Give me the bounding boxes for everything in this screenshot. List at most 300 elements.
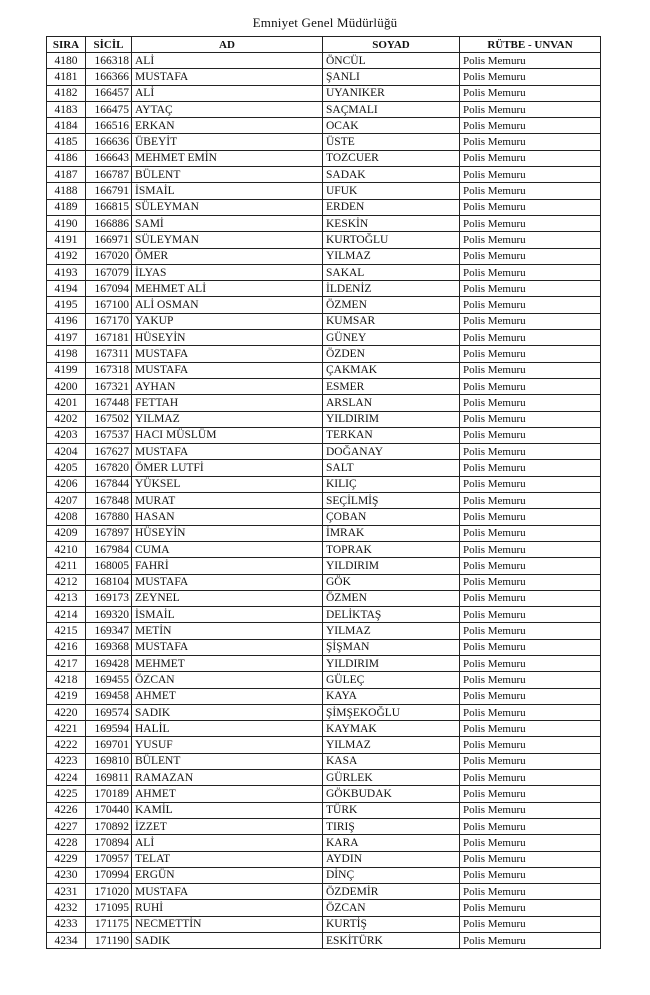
cell-ad: AHMET — [132, 786, 323, 802]
cell-ad: SADIK — [132, 933, 323, 949]
cell-soyad: ŞANLI — [323, 69, 460, 85]
table-row — [47, 395, 601, 411]
cell-sira: 4204 — [47, 444, 86, 460]
table-header — [47, 37, 601, 53]
cell-rutbe-unvan: Polis Memuru — [460, 835, 601, 851]
cell-soyad: ÖZCAN — [323, 900, 460, 916]
cell-soyad: KURTİŞ — [323, 916, 460, 932]
cell-sicil: 167311 — [86, 346, 132, 362]
table-row — [47, 867, 601, 883]
cell-rutbe-unvan: Polis Memuru — [460, 101, 601, 117]
cell-soyad: TIRIŞ — [323, 818, 460, 834]
cell-rutbe-unvan: Polis Memuru — [460, 118, 601, 134]
cell-rutbe-unvan: Polis Memuru — [460, 525, 601, 541]
cell-ad: HÜSEYİN — [132, 330, 323, 346]
cell-ad: MURAT — [132, 493, 323, 509]
cell-ad: CUMA — [132, 541, 323, 557]
cell-rutbe-unvan: Polis Memuru — [460, 867, 601, 883]
cell-sicil: 168005 — [86, 558, 132, 574]
cell-ad: HACI MÜSLÜM — [132, 427, 323, 443]
cell-sira: 4189 — [47, 199, 86, 215]
cell-rutbe-unvan: Polis Memuru — [460, 215, 601, 231]
table-row — [47, 786, 601, 802]
cell-sira: 4214 — [47, 607, 86, 623]
cell-ad: İZZET — [132, 818, 323, 834]
cell-rutbe-unvan: Polis Memuru — [460, 607, 601, 623]
cell-soyad: SADAK — [323, 167, 460, 183]
cell-ad: AYHAN — [132, 378, 323, 394]
cell-sira: 4201 — [47, 395, 86, 411]
cell-sira: 4181 — [47, 69, 86, 85]
cell-rutbe-unvan: Polis Memuru — [460, 916, 601, 932]
cell-soyad: YILMAZ — [323, 623, 460, 639]
cell-rutbe-unvan: Polis Memuru — [460, 53, 601, 69]
cell-sicil: 166475 — [86, 101, 132, 117]
table-row — [47, 297, 601, 313]
cell-sicil: 169173 — [86, 590, 132, 606]
cell-ad: MEHMET ALİ — [132, 281, 323, 297]
cell-sira: 4228 — [47, 835, 86, 851]
header-sicil: SİCİL — [86, 37, 132, 53]
cell-sira: 4223 — [47, 753, 86, 769]
cell-rutbe-unvan: Polis Memuru — [460, 150, 601, 166]
cell-ad: ALİ OSMAN — [132, 297, 323, 313]
table-row — [47, 639, 601, 655]
cell-soyad: ÖZMEN — [323, 297, 460, 313]
cell-sira: 4191 — [47, 232, 86, 248]
cell-ad: ZEYNEL — [132, 590, 323, 606]
cell-ad: ALİ — [132, 53, 323, 69]
header-rutbe-unvan: RÜTBE - UNVAN — [460, 37, 601, 53]
cell-sira: 4186 — [47, 150, 86, 166]
cell-rutbe-unvan: Polis Memuru — [460, 933, 601, 949]
cell-sira: 4216 — [47, 639, 86, 655]
cell-soyad: ŞİMŞEKOĞLU — [323, 704, 460, 720]
table-row — [47, 85, 601, 101]
cell-sira: 4195 — [47, 297, 86, 313]
cell-rutbe-unvan: Polis Memuru — [460, 476, 601, 492]
cell-sicil: 170892 — [86, 818, 132, 834]
cell-sicil: 167537 — [86, 427, 132, 443]
cell-soyad: GÖKBUDAK — [323, 786, 460, 802]
cell-ad: RUHİ — [132, 900, 323, 916]
table-row — [47, 460, 601, 476]
cell-sicil: 166815 — [86, 199, 132, 215]
cell-ad: YUSUF — [132, 737, 323, 753]
table-row — [47, 688, 601, 704]
cell-rutbe-unvan: Polis Memuru — [460, 134, 601, 150]
table-row — [47, 330, 601, 346]
cell-sira: 4205 — [47, 460, 86, 476]
cell-sicil: 167844 — [86, 476, 132, 492]
cell-rutbe-unvan: Polis Memuru — [460, 558, 601, 574]
cell-soyad: YILDIRIM — [323, 558, 460, 574]
table-row — [47, 884, 601, 900]
cell-rutbe-unvan: Polis Memuru — [460, 541, 601, 557]
cell-rutbe-unvan: Polis Memuru — [460, 672, 601, 688]
cell-soyad: ARSLAN — [323, 395, 460, 411]
cell-ad: ALİ — [132, 835, 323, 851]
cell-ad: SÜLEYMAN — [132, 199, 323, 215]
cell-soyad: TÜRK — [323, 802, 460, 818]
cell-soyad: TERKAN — [323, 427, 460, 443]
cell-sira: 4199 — [47, 362, 86, 378]
table-row — [47, 69, 601, 85]
cell-rutbe-unvan: Polis Memuru — [460, 721, 601, 737]
cell-rutbe-unvan: Polis Memuru — [460, 509, 601, 525]
table-row — [47, 183, 601, 199]
cell-sicil: 169701 — [86, 737, 132, 753]
cell-rutbe-unvan: Polis Memuru — [460, 248, 601, 264]
table-row — [47, 933, 601, 949]
cell-soyad: GÜRLEK — [323, 770, 460, 786]
table-row — [47, 655, 601, 671]
cell-soyad: AYDIN — [323, 851, 460, 867]
cell-sicil: 171095 — [86, 900, 132, 916]
table-row — [47, 802, 601, 818]
cell-rutbe-unvan: Polis Memuru — [460, 297, 601, 313]
header-row — [47, 37, 601, 53]
table-row — [47, 248, 601, 264]
cell-soyad: ÖZMEN — [323, 590, 460, 606]
cell-sira: 4187 — [47, 167, 86, 183]
cell-rutbe-unvan: Polis Memuru — [460, 770, 601, 786]
cell-ad: HALİL — [132, 721, 323, 737]
cell-ad: YAKUP — [132, 313, 323, 329]
table-row — [47, 737, 601, 753]
cell-sicil: 170957 — [86, 851, 132, 867]
cell-rutbe-unvan: Polis Memuru — [460, 167, 601, 183]
table-body — [47, 53, 601, 949]
header-ad: AD — [132, 37, 323, 53]
table-row — [47, 313, 601, 329]
cell-sicil: 167181 — [86, 330, 132, 346]
cell-sicil: 171175 — [86, 916, 132, 932]
cell-soyad: İMRAK — [323, 525, 460, 541]
cell-ad: ÖMER LUTFİ — [132, 460, 323, 476]
cell-ad: AHMET — [132, 688, 323, 704]
table-row — [47, 476, 601, 492]
cell-sira: 4206 — [47, 476, 86, 492]
cell-soyad: ESKİTÜRK — [323, 933, 460, 949]
table-row — [47, 150, 601, 166]
cell-rutbe-unvan: Polis Memuru — [460, 590, 601, 606]
cell-rutbe-unvan: Polis Memuru — [460, 737, 601, 753]
cell-sicil: 169368 — [86, 639, 132, 655]
cell-sicil: 167020 — [86, 248, 132, 264]
cell-soyad: İLDENİZ — [323, 281, 460, 297]
cell-rutbe-unvan: Polis Memuru — [460, 639, 601, 655]
table-row — [47, 199, 601, 215]
cell-sicil: 166886 — [86, 215, 132, 231]
cell-soyad: YILDIRIM — [323, 411, 460, 427]
table-row — [47, 444, 601, 460]
cell-ad: METİN — [132, 623, 323, 639]
cell-sicil: 170189 — [86, 786, 132, 802]
table-row — [47, 590, 601, 606]
cell-soyad: ERDEN — [323, 199, 460, 215]
table-row — [47, 818, 601, 834]
cell-ad: HASAN — [132, 509, 323, 525]
cell-ad: MUSTAFA — [132, 884, 323, 900]
header-soyad: SOYAD — [323, 37, 460, 53]
cell-sicil: 167848 — [86, 493, 132, 509]
cell-soyad: UYANIKER — [323, 85, 460, 101]
cell-sira: 4212 — [47, 574, 86, 590]
cell-sicil: 171020 — [86, 884, 132, 900]
cell-ad: SADIK — [132, 704, 323, 720]
table-row — [47, 509, 601, 525]
cell-soyad: DOĞANAY — [323, 444, 460, 460]
cell-rutbe-unvan: Polis Memuru — [460, 378, 601, 394]
cell-rutbe-unvan: Polis Memuru — [460, 851, 601, 867]
cell-soyad: ÖZDEN — [323, 346, 460, 362]
cell-rutbe-unvan: Polis Memuru — [460, 900, 601, 916]
table-row — [47, 541, 601, 557]
cell-sicil: 167079 — [86, 264, 132, 280]
cell-rutbe-unvan: Polis Memuru — [460, 362, 601, 378]
cell-sicil: 167502 — [86, 411, 132, 427]
cell-sira: 4208 — [47, 509, 86, 525]
cell-ad: ÜBEYİT — [132, 134, 323, 150]
cell-sicil: 167318 — [86, 362, 132, 378]
table-row — [47, 835, 601, 851]
cell-ad: FAHRİ — [132, 558, 323, 574]
cell-soyad: YILDIRIM — [323, 655, 460, 671]
table-row — [47, 574, 601, 590]
cell-sira: 4218 — [47, 672, 86, 688]
cell-sicil: 166643 — [86, 150, 132, 166]
table-row — [47, 101, 601, 117]
cell-soyad: OCAK — [323, 118, 460, 134]
cell-rutbe-unvan: Polis Memuru — [460, 444, 601, 460]
cell-sira: 4229 — [47, 851, 86, 867]
table-row — [47, 558, 601, 574]
cell-sicil: 167100 — [86, 297, 132, 313]
cell-ad: İSMAİL — [132, 607, 323, 623]
cell-sira: 4226 — [47, 802, 86, 818]
cell-ad: BÜLENT — [132, 753, 323, 769]
cell-soyad: DELİKTAŞ — [323, 607, 460, 623]
cell-ad: AYTAÇ — [132, 101, 323, 117]
cell-sicil: 167321 — [86, 378, 132, 394]
table-row — [47, 672, 601, 688]
cell-soyad: KILIÇ — [323, 476, 460, 492]
cell-sicil: 169455 — [86, 672, 132, 688]
cell-sicil: 170994 — [86, 867, 132, 883]
cell-soyad: KAYA — [323, 688, 460, 704]
cell-sira: 4202 — [47, 411, 86, 427]
cell-soyad: YILMAZ — [323, 737, 460, 753]
cell-sira: 4180 — [47, 53, 86, 69]
cell-soyad: UFUK — [323, 183, 460, 199]
cell-sicil: 167094 — [86, 281, 132, 297]
cell-rutbe-unvan: Polis Memuru — [460, 884, 601, 900]
cell-soyad: KURTOĞLU — [323, 232, 460, 248]
page-title: Emniyet Genel Müdürlüğü — [252, 15, 398, 30]
cell-ad: MUSTAFA — [132, 574, 323, 590]
cell-sira: 4220 — [47, 704, 86, 720]
cell-sira: 4196 — [47, 313, 86, 329]
cell-sicil: 169320 — [86, 607, 132, 623]
cell-ad: MEHMET — [132, 655, 323, 671]
cell-ad: RAMAZAN — [132, 770, 323, 786]
cell-sicil: 171190 — [86, 933, 132, 949]
cell-soyad: SAKAL — [323, 264, 460, 280]
cell-sira: 4231 — [47, 884, 86, 900]
table-row — [47, 362, 601, 378]
cell-ad: NECMETTİN — [132, 916, 323, 932]
table-row — [47, 770, 601, 786]
cell-sira: 4188 — [47, 183, 86, 199]
cell-soyad: TOPRAK — [323, 541, 460, 557]
cell-sira: 4225 — [47, 786, 86, 802]
cell-sicil: 169428 — [86, 655, 132, 671]
cell-ad: KAMİL — [132, 802, 323, 818]
cell-sira: 4230 — [47, 867, 86, 883]
cell-sicil: 167880 — [86, 509, 132, 525]
cell-sicil: 167448 — [86, 395, 132, 411]
cell-rutbe-unvan: Polis Memuru — [460, 395, 601, 411]
cell-sira: 4192 — [47, 248, 86, 264]
cell-ad: HÜSEYİN — [132, 525, 323, 541]
header-sira: SIRA — [47, 37, 86, 53]
cell-sicil: 170440 — [86, 802, 132, 818]
cell-sira: 4224 — [47, 770, 86, 786]
cell-sira: 4193 — [47, 264, 86, 280]
cell-rutbe-unvan: Polis Memuru — [460, 574, 601, 590]
table-row — [47, 900, 601, 916]
cell-sira: 4233 — [47, 916, 86, 932]
cell-sira: 4197 — [47, 330, 86, 346]
table-row — [47, 493, 601, 509]
cell-soyad: GÜLEÇ — [323, 672, 460, 688]
table-row — [47, 281, 601, 297]
cell-ad: İSMAİL — [132, 183, 323, 199]
cell-rutbe-unvan: Polis Memuru — [460, 330, 601, 346]
cell-sira: 4200 — [47, 378, 86, 394]
cell-ad: FETTAH — [132, 395, 323, 411]
cell-rutbe-unvan: Polis Memuru — [460, 688, 601, 704]
cell-soyad: KAYMAK — [323, 721, 460, 737]
cell-soyad: TOZCUER — [323, 150, 460, 166]
table-row — [47, 623, 601, 639]
cell-rutbe-unvan: Polis Memuru — [460, 427, 601, 443]
table-row — [47, 346, 601, 362]
cell-rutbe-unvan: Polis Memuru — [460, 313, 601, 329]
cell-sira: 4221 — [47, 721, 86, 737]
cell-soyad: SAÇMALI — [323, 101, 460, 117]
cell-sira: 4215 — [47, 623, 86, 639]
cell-sira: 4227 — [47, 818, 86, 834]
cell-sira: 4185 — [47, 134, 86, 150]
table-row — [47, 134, 601, 150]
cell-sicil: 169811 — [86, 770, 132, 786]
cell-ad: MUSTAFA — [132, 362, 323, 378]
cell-sira: 4211 — [47, 558, 86, 574]
cell-ad: İLYAS — [132, 264, 323, 280]
cell-sicil: 169574 — [86, 704, 132, 720]
cell-rutbe-unvan: Polis Memuru — [460, 704, 601, 720]
cell-sicil: 166366 — [86, 69, 132, 85]
cell-sira: 4203 — [47, 427, 86, 443]
table-row — [47, 118, 601, 134]
cell-sira: 4209 — [47, 525, 86, 541]
cell-sira: 4213 — [47, 590, 86, 606]
cell-sira: 4219 — [47, 688, 86, 704]
cell-soyad: KUMSAR — [323, 313, 460, 329]
cell-ad: BÜLENT — [132, 167, 323, 183]
table-row — [47, 53, 601, 69]
cell-sicil: 167820 — [86, 460, 132, 476]
cell-rutbe-unvan: Polis Memuru — [460, 786, 601, 802]
cell-rutbe-unvan: Polis Memuru — [460, 460, 601, 476]
cell-rutbe-unvan: Polis Memuru — [460, 411, 601, 427]
cell-rutbe-unvan: Polis Memuru — [460, 232, 601, 248]
cell-soyad: ÖNCÜL — [323, 53, 460, 69]
cell-sicil: 167627 — [86, 444, 132, 460]
cell-ad: MUSTAFA — [132, 69, 323, 85]
cell-sicil: 166636 — [86, 134, 132, 150]
cell-sicil: 166457 — [86, 85, 132, 101]
cell-sira: 4182 — [47, 85, 86, 101]
cell-soyad: ÇOBAN — [323, 509, 460, 525]
table-row — [47, 215, 601, 231]
cell-sira: 4234 — [47, 933, 86, 949]
cell-ad: ALİ — [132, 85, 323, 101]
cell-soyad: ÜSTE — [323, 134, 460, 150]
cell-rutbe-unvan: Polis Memuru — [460, 346, 601, 362]
cell-ad: MUSTAFA — [132, 346, 323, 362]
cell-sira: 4210 — [47, 541, 86, 557]
table-row — [47, 167, 601, 183]
cell-soyad: DİNÇ — [323, 867, 460, 883]
table-row — [47, 753, 601, 769]
cell-ad: TELAT — [132, 851, 323, 867]
cell-rutbe-unvan: Polis Memuru — [460, 281, 601, 297]
cell-sicil: 167984 — [86, 541, 132, 557]
personnel-table — [46, 36, 601, 949]
cell-sicil: 170894 — [86, 835, 132, 851]
cell-soyad: KESKİN — [323, 215, 460, 231]
cell-rutbe-unvan: Polis Memuru — [460, 753, 601, 769]
table-row — [47, 264, 601, 280]
cell-sira: 4183 — [47, 101, 86, 117]
table-row — [47, 851, 601, 867]
cell-sira: 4222 — [47, 737, 86, 753]
cell-sicil: 166318 — [86, 53, 132, 69]
cell-sicil: 166787 — [86, 167, 132, 183]
cell-sicil: 169458 — [86, 688, 132, 704]
cell-rutbe-unvan: Polis Memuru — [460, 264, 601, 280]
table-row — [47, 721, 601, 737]
cell-rutbe-unvan: Polis Memuru — [460, 493, 601, 509]
table-row — [47, 916, 601, 932]
cell-rutbe-unvan: Polis Memuru — [460, 802, 601, 818]
cell-sicil: 169594 — [86, 721, 132, 737]
cell-ad: MUSTAFA — [132, 639, 323, 655]
cell-soyad: KARA — [323, 835, 460, 851]
table-row — [47, 378, 601, 394]
cell-ad: YÜKSEL — [132, 476, 323, 492]
cell-sicil: 168104 — [86, 574, 132, 590]
cell-rutbe-unvan: Polis Memuru — [460, 183, 601, 199]
cell-soyad: GÜNEY — [323, 330, 460, 346]
cell-sicil: 167897 — [86, 525, 132, 541]
table-row — [47, 411, 601, 427]
cell-soyad: GÖK — [323, 574, 460, 590]
cell-sicil: 166791 — [86, 183, 132, 199]
